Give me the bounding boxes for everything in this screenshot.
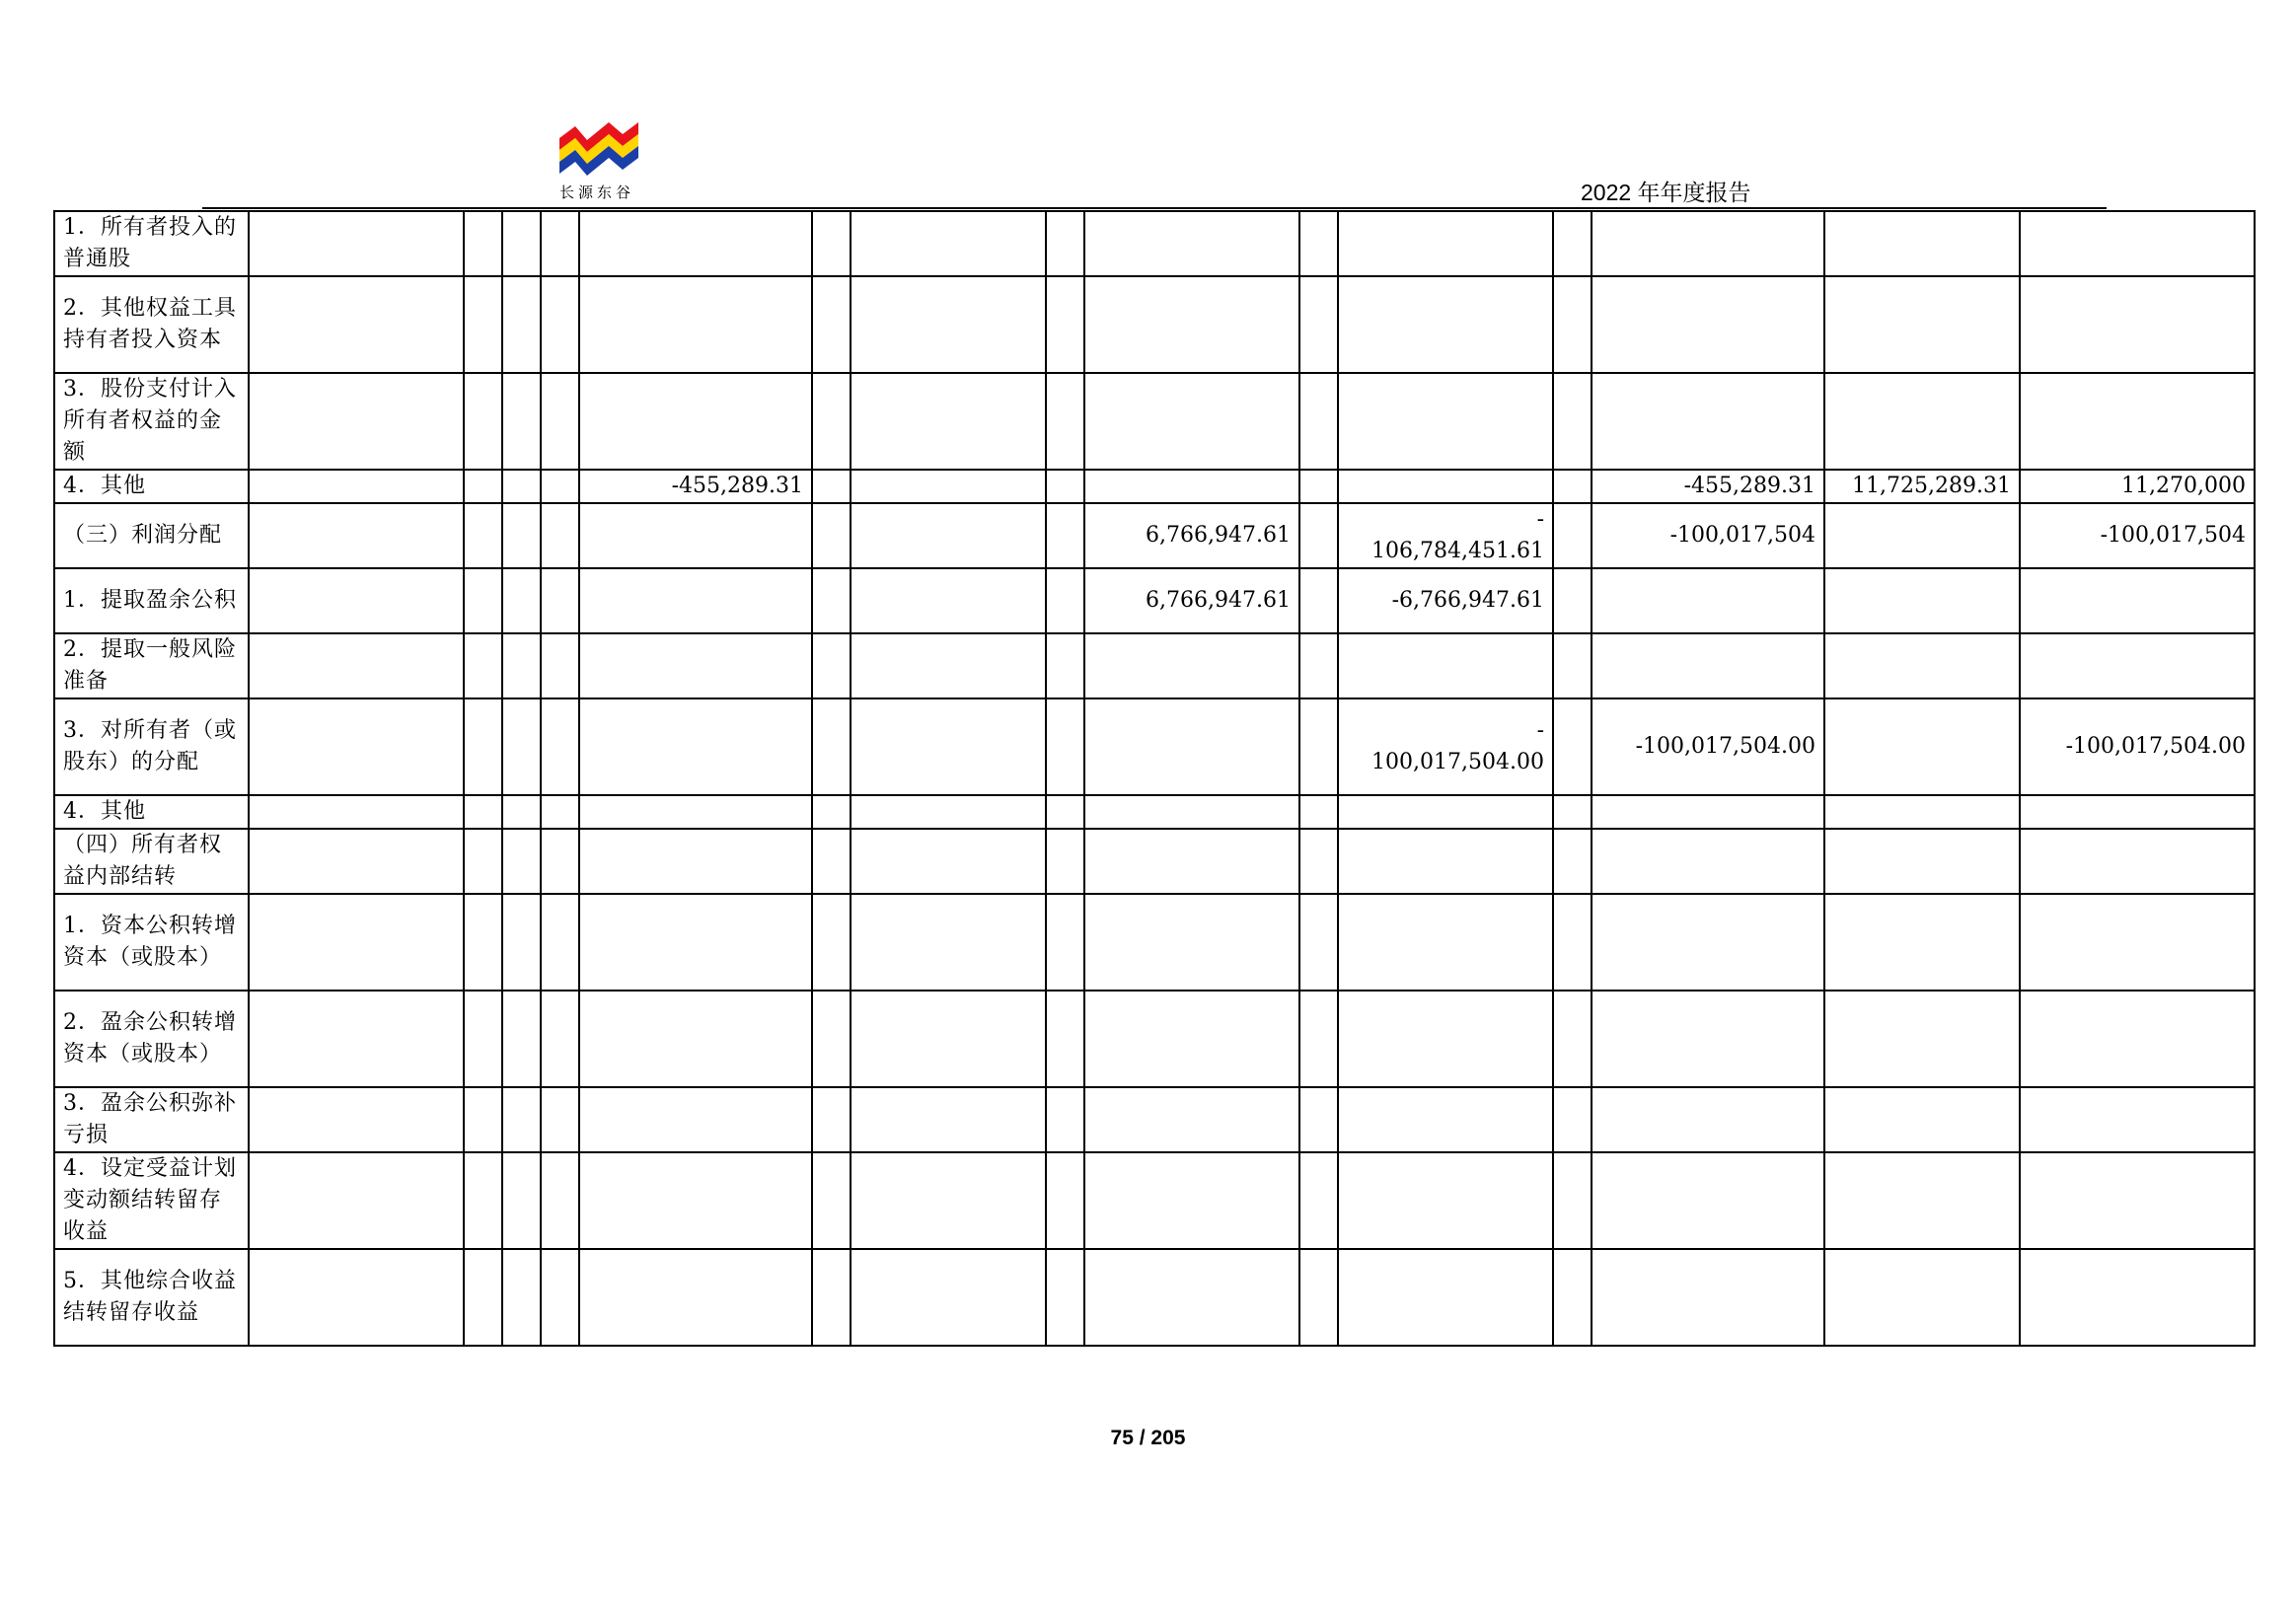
table-cell bbox=[1046, 1087, 1084, 1152]
table-cell bbox=[1046, 698, 1084, 795]
table-cell bbox=[1299, 829, 1338, 894]
table-cell bbox=[1592, 633, 1824, 698]
table-cell bbox=[1824, 894, 2020, 991]
row-label: 2．其他权益工具持有者投入资本 bbox=[54, 276, 249, 373]
table-cell bbox=[1553, 698, 1592, 795]
table-cell bbox=[541, 503, 579, 568]
table-cell bbox=[502, 633, 541, 698]
table-cell bbox=[1046, 503, 1084, 568]
table-cell bbox=[851, 991, 1046, 1087]
table-row bbox=[54, 276, 2255, 373]
table-cell: 6,766,947.61 bbox=[1084, 503, 1299, 568]
table-cell bbox=[1338, 829, 1553, 894]
table-cell bbox=[579, 795, 812, 829]
table-cell bbox=[1046, 633, 1084, 698]
row-label: 2．提取一般风险准备 bbox=[54, 633, 249, 698]
table-cell bbox=[502, 276, 541, 373]
table-cell bbox=[541, 633, 579, 698]
table-cell bbox=[1046, 1152, 1084, 1249]
table-cell bbox=[502, 470, 541, 503]
table-cell bbox=[502, 795, 541, 829]
table-cell bbox=[1592, 795, 1824, 829]
table-cell bbox=[851, 633, 1046, 698]
table-cell bbox=[1592, 1152, 1824, 1249]
table-cell bbox=[502, 1249, 541, 1346]
table-cell bbox=[541, 795, 579, 829]
table-cell bbox=[1592, 894, 1824, 991]
table-cell bbox=[502, 1087, 541, 1152]
table-cell bbox=[502, 373, 541, 470]
table-cell bbox=[1824, 503, 2020, 568]
table-cell bbox=[249, 991, 464, 1087]
table-cell bbox=[502, 991, 541, 1087]
table-cell bbox=[851, 795, 1046, 829]
table-cell bbox=[1553, 894, 1592, 991]
table-cell bbox=[1824, 1087, 2020, 1152]
table-cell bbox=[1824, 991, 2020, 1087]
table-cell bbox=[249, 829, 464, 894]
table-cell bbox=[1299, 991, 1338, 1087]
table-cell bbox=[1084, 795, 1299, 829]
table-cell bbox=[579, 894, 812, 991]
table-cell bbox=[1046, 1249, 1084, 1346]
table-cell bbox=[249, 470, 464, 503]
table-cell bbox=[249, 795, 464, 829]
table-cell bbox=[1553, 795, 1592, 829]
table-cell bbox=[1824, 276, 2020, 373]
table-cell bbox=[464, 698, 502, 795]
table-cell bbox=[1338, 211, 1553, 276]
table-cell bbox=[1338, 1249, 1553, 1346]
table-cell bbox=[579, 829, 812, 894]
table-cell bbox=[541, 1087, 579, 1152]
table-cell bbox=[502, 1152, 541, 1249]
table-cell bbox=[541, 829, 579, 894]
table-cell bbox=[541, 568, 579, 633]
table-cell: -455,289.31 bbox=[579, 470, 812, 503]
row-label: 3．股份支付计入所有者权益的金额 bbox=[54, 373, 249, 470]
table-cell bbox=[249, 568, 464, 633]
table-cell bbox=[2020, 373, 2255, 470]
table-cell bbox=[579, 1087, 812, 1152]
table-cell: -100,017,504.00 bbox=[1592, 698, 1824, 795]
table-cell bbox=[541, 276, 579, 373]
table-cell bbox=[464, 991, 502, 1087]
table-cell bbox=[249, 373, 464, 470]
table-cell bbox=[851, 698, 1046, 795]
table-cell bbox=[851, 829, 1046, 894]
table-cell bbox=[579, 503, 812, 568]
row-label: 4．其他 bbox=[54, 470, 249, 503]
table-cell bbox=[1084, 1087, 1299, 1152]
table-cell bbox=[1299, 894, 1338, 991]
table-cell bbox=[541, 470, 579, 503]
table-cell bbox=[1084, 1249, 1299, 1346]
table-cell bbox=[1084, 373, 1299, 470]
table-cell bbox=[851, 1249, 1046, 1346]
row-label: 4．设定受益计划变动额结转留存收益 bbox=[54, 1152, 249, 1249]
table-row bbox=[54, 894, 2255, 991]
table-cell: 11,270,000 bbox=[2020, 470, 2255, 503]
table-cell bbox=[579, 276, 812, 373]
table-cell bbox=[464, 503, 502, 568]
table-cell bbox=[541, 1152, 579, 1249]
table-cell bbox=[1553, 829, 1592, 894]
table-cell bbox=[464, 829, 502, 894]
table-cell bbox=[1338, 276, 1553, 373]
table-cell bbox=[1338, 894, 1553, 991]
table-row bbox=[54, 568, 2255, 633]
table-row bbox=[54, 633, 2255, 698]
table-cell bbox=[1592, 1249, 1824, 1346]
table-cell bbox=[249, 276, 464, 373]
table-cell bbox=[1824, 698, 2020, 795]
table-cell bbox=[1553, 211, 1592, 276]
table-cell bbox=[1046, 795, 1084, 829]
report-title: 2022 年年度报告 bbox=[1581, 180, 1751, 205]
table-cell bbox=[249, 633, 464, 698]
table-cell bbox=[1299, 373, 1338, 470]
table-cell bbox=[1338, 795, 1553, 829]
table-cell bbox=[541, 373, 579, 470]
row-label: 4．其他 bbox=[54, 795, 249, 829]
table-cell bbox=[1338, 1152, 1553, 1249]
table-cell bbox=[1338, 470, 1553, 503]
table-cell bbox=[851, 1087, 1046, 1152]
table-cell bbox=[1553, 1087, 1592, 1152]
table-cell bbox=[579, 1152, 812, 1249]
table-cell bbox=[541, 211, 579, 276]
table-cell bbox=[1592, 276, 1824, 373]
row-label: （四）所有者权益内部结转 bbox=[54, 829, 249, 894]
table-row bbox=[54, 698, 2255, 795]
table-cell bbox=[464, 276, 502, 373]
table-cell bbox=[1084, 276, 1299, 373]
table-cell: - 100,017,504.00 bbox=[1338, 698, 1553, 795]
table-cell bbox=[1553, 276, 1592, 373]
table-cell: - 106,784,451.61 bbox=[1338, 503, 1553, 568]
table-cell bbox=[579, 698, 812, 795]
table-cell bbox=[1084, 894, 1299, 991]
row-label: 1．提取盈余公积 bbox=[54, 568, 249, 633]
table-cell bbox=[1084, 470, 1299, 503]
table-cell bbox=[851, 211, 1046, 276]
page-number: 75 / 205 bbox=[1110, 1427, 1186, 1449]
row-label: 1．所有者投入的普通股 bbox=[54, 211, 249, 276]
table-cell bbox=[1553, 568, 1592, 633]
table-row bbox=[54, 503, 2255, 568]
table-cell: 11,725,289.31 bbox=[1824, 470, 2020, 503]
table-cell bbox=[541, 698, 579, 795]
table-cell bbox=[812, 795, 851, 829]
table-cell bbox=[1338, 373, 1553, 470]
table-cell bbox=[1338, 1087, 1553, 1152]
table-cell bbox=[1824, 568, 2020, 633]
table-cell bbox=[2020, 276, 2255, 373]
table-cell bbox=[1046, 211, 1084, 276]
table-cell bbox=[851, 568, 1046, 633]
table-cell bbox=[851, 1152, 1046, 1249]
row-label: 3．对所有者（或股东）的分配 bbox=[54, 698, 249, 795]
table-cell bbox=[2020, 894, 2255, 991]
table-cell bbox=[1338, 633, 1553, 698]
table-cell bbox=[812, 698, 851, 795]
table-cell bbox=[1299, 1152, 1338, 1249]
table-cell bbox=[1592, 991, 1824, 1087]
table-cell bbox=[464, 795, 502, 829]
table-cell bbox=[502, 568, 541, 633]
table-cell bbox=[502, 829, 541, 894]
row-label: 2．盈余公积转增资本（或股本） bbox=[54, 991, 249, 1087]
company-logo bbox=[557, 116, 642, 202]
table-cell bbox=[1299, 211, 1338, 276]
table-cell bbox=[812, 1087, 851, 1152]
table-cell bbox=[812, 633, 851, 698]
row-label: 5．其他综合收益结转留存收益 bbox=[54, 1249, 249, 1346]
table-cell bbox=[1046, 829, 1084, 894]
table-cell bbox=[464, 894, 502, 991]
table-cell bbox=[1299, 276, 1338, 373]
table-row bbox=[54, 1087, 2255, 1152]
table-cell bbox=[812, 211, 851, 276]
table-cell bbox=[1592, 1087, 1824, 1152]
table-cell bbox=[541, 991, 579, 1087]
table-cell bbox=[1299, 698, 1338, 795]
table-cell bbox=[1553, 991, 1592, 1087]
table-cell bbox=[1299, 503, 1338, 568]
table-cell bbox=[851, 503, 1046, 568]
table-cell bbox=[541, 894, 579, 991]
table-cell bbox=[2020, 1152, 2255, 1249]
table-cell bbox=[1084, 829, 1299, 894]
table-cell bbox=[1824, 211, 2020, 276]
table-cell bbox=[2020, 829, 2255, 894]
table-cell bbox=[812, 894, 851, 991]
table-cell bbox=[812, 470, 851, 503]
table-cell: -100,017,504 bbox=[1592, 503, 1824, 568]
table-cell bbox=[1299, 470, 1338, 503]
company-logo-mark bbox=[557, 116, 640, 180]
table-cell bbox=[1046, 470, 1084, 503]
table-cell bbox=[812, 991, 851, 1087]
table-cell bbox=[812, 276, 851, 373]
table-cell bbox=[249, 894, 464, 991]
table-cell bbox=[1084, 211, 1299, 276]
table-cell bbox=[249, 1249, 464, 1346]
table-cell bbox=[1084, 1152, 1299, 1249]
table-cell: 6,766,947.61 bbox=[1084, 568, 1299, 633]
table-cell bbox=[1824, 1249, 2020, 1346]
row-label: 1．资本公积转增资本（或股本） bbox=[54, 894, 249, 991]
table-cell bbox=[1553, 373, 1592, 470]
table-cell bbox=[1338, 991, 1553, 1087]
table-cell bbox=[1046, 276, 1084, 373]
table-cell bbox=[249, 1152, 464, 1249]
table-cell bbox=[812, 503, 851, 568]
table-cell bbox=[812, 1249, 851, 1346]
table-cell bbox=[579, 991, 812, 1087]
table-cell bbox=[2020, 991, 2255, 1087]
table-cell bbox=[2020, 568, 2255, 633]
table-cell bbox=[1299, 633, 1338, 698]
table-cell bbox=[1824, 373, 2020, 470]
table-cell bbox=[1553, 503, 1592, 568]
table-cell bbox=[249, 211, 464, 276]
table-cell bbox=[2020, 211, 2255, 276]
table-cell bbox=[1592, 373, 1824, 470]
table-cell bbox=[1592, 211, 1824, 276]
table-cell bbox=[1084, 633, 1299, 698]
table-cell bbox=[502, 698, 541, 795]
table-cell bbox=[1084, 698, 1299, 795]
table-cell bbox=[851, 373, 1046, 470]
table-cell bbox=[579, 211, 812, 276]
table-cell bbox=[464, 1087, 502, 1152]
table-cell bbox=[2020, 633, 2255, 698]
table-row bbox=[54, 373, 2255, 470]
table-cell bbox=[851, 894, 1046, 991]
table-row bbox=[54, 795, 2255, 829]
table-cell bbox=[1046, 894, 1084, 991]
table-cell bbox=[2020, 1249, 2255, 1346]
table-cell bbox=[464, 373, 502, 470]
table-cell: -6,766,947.61 bbox=[1338, 568, 1553, 633]
table-cell bbox=[1592, 568, 1824, 633]
table-row bbox=[54, 829, 2255, 894]
table-cell bbox=[812, 568, 851, 633]
table-cell bbox=[812, 373, 851, 470]
table-row bbox=[54, 1249, 2255, 1346]
table-cell bbox=[1824, 1152, 2020, 1249]
table-cell bbox=[1553, 470, 1592, 503]
table-cell bbox=[1046, 991, 1084, 1087]
table-body bbox=[54, 211, 2255, 1346]
table-cell bbox=[464, 568, 502, 633]
table-cell bbox=[579, 1249, 812, 1346]
table-cell bbox=[851, 276, 1046, 373]
table-row bbox=[54, 1152, 2255, 1249]
row-label: 3．盈余公积弥补亏损 bbox=[54, 1087, 249, 1152]
table-cell bbox=[1824, 795, 2020, 829]
table-cell bbox=[851, 470, 1046, 503]
table-cell bbox=[1046, 373, 1084, 470]
table-cell bbox=[1824, 829, 2020, 894]
table-cell bbox=[1592, 829, 1824, 894]
table-cell bbox=[1084, 991, 1299, 1087]
table-cell bbox=[1299, 1249, 1338, 1346]
table-cell bbox=[2020, 795, 2255, 829]
table-cell bbox=[464, 211, 502, 276]
header-rule bbox=[202, 207, 2107, 209]
table-cell bbox=[812, 829, 851, 894]
table-cell bbox=[464, 470, 502, 503]
table-cell bbox=[1299, 568, 1338, 633]
table-row bbox=[54, 991, 2255, 1087]
table-cell bbox=[249, 503, 464, 568]
table-cell bbox=[249, 698, 464, 795]
table-cell bbox=[1553, 633, 1592, 698]
table-cell bbox=[464, 1249, 502, 1346]
table-cell bbox=[464, 633, 502, 698]
row-label: （三）利润分配 bbox=[54, 503, 249, 568]
table-cell bbox=[502, 894, 541, 991]
table-cell: -100,017,504 bbox=[2020, 503, 2255, 568]
table-cell bbox=[249, 1087, 464, 1152]
table-row bbox=[54, 211, 2255, 276]
table-cell bbox=[502, 503, 541, 568]
table-cell bbox=[579, 568, 812, 633]
table-cell bbox=[1299, 1087, 1338, 1152]
table-cell: -100,017,504.00 bbox=[2020, 698, 2255, 795]
table-cell bbox=[1553, 1152, 1592, 1249]
table-cell: -455,289.31 bbox=[1592, 470, 1824, 503]
table-cell bbox=[541, 1249, 579, 1346]
logo-caption: 长源东谷 bbox=[559, 184, 635, 201]
table-cell bbox=[1553, 1249, 1592, 1346]
table-cell bbox=[1299, 795, 1338, 829]
equity-changes-table bbox=[53, 210, 2256, 1347]
table-cell bbox=[464, 1152, 502, 1249]
table-cell bbox=[1824, 633, 2020, 698]
table-row bbox=[54, 470, 2255, 503]
table-cell bbox=[812, 1152, 851, 1249]
table-cell bbox=[1046, 568, 1084, 633]
table-cell bbox=[502, 211, 541, 276]
table-cell bbox=[579, 633, 812, 698]
table-cell bbox=[2020, 1087, 2255, 1152]
table-cell bbox=[579, 373, 812, 470]
